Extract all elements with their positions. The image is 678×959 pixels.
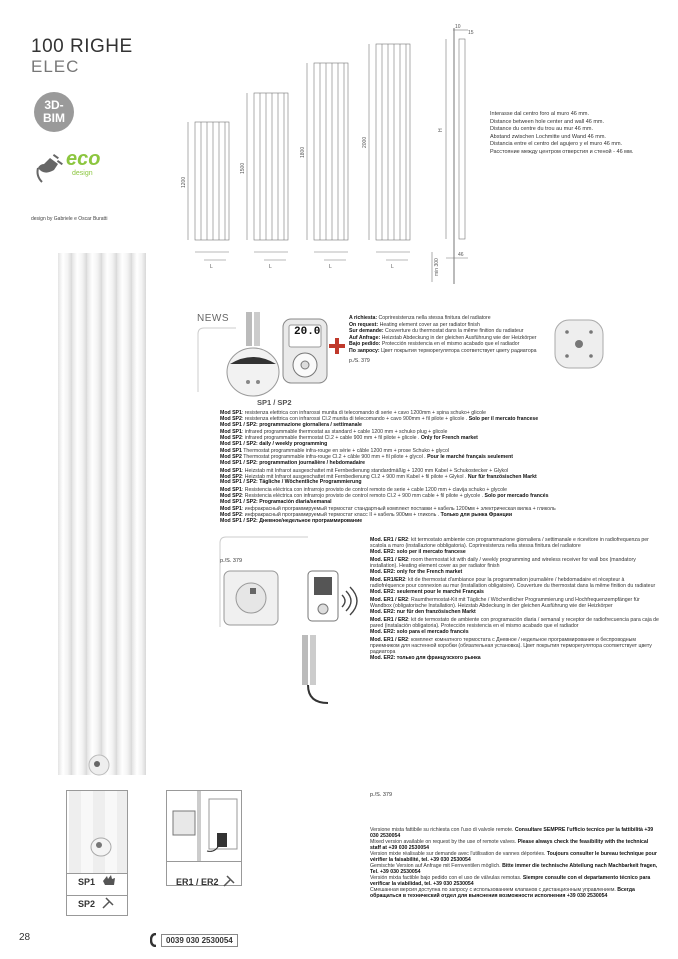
- technical-drawing: [176, 24, 486, 284]
- radiator-image: [58, 253, 146, 775]
- er_mods-key: Mod. ER1 / ER2: [370, 537, 409, 543]
- er-label: ER1 / ER2: [176, 877, 219, 887]
- phone-contact[interactable]: [150, 932, 238, 948]
- sp_mods-key: Mod SP2: [220, 492, 242, 499]
- sp_mods-value: : infrared programmable thermostat Cl.2 + cable 900 mm + fil pilote + glicole .: [241, 435, 421, 442]
- er_mods-key: Mod. ER1 / ER2: [370, 617, 409, 623]
- sp_mods-value: : Heizstab mit Infrarot ausgeschattet mit Fernbedienung Cl.2 + 900 mm Kabel + fil pilote + Glykol .: [241, 473, 468, 480]
- req-es-key: Bajo pedido:: [349, 341, 381, 348]
- page-number: 28: [19, 932, 31, 943]
- dim-1200: 1200: [181, 176, 187, 188]
- dim-2000: 2000: [362, 136, 368, 148]
- sp_mods-value: : resistenza elettrica con infrarossi Cl.2 munita di telecomando + cavo 900mm + fil pilote + glicole .: [241, 415, 469, 422]
- sp_mods-key: Mod SP1: [220, 506, 242, 513]
- dim-l-2: L: [269, 264, 272, 270]
- sp_mods-group: [220, 449, 590, 467]
- req-it: [349, 315, 559, 322]
- mixed-text: Version mixte réalisable sur demande avec l'utilisation de vannes déportées.: [370, 851, 547, 857]
- er_mods-line: [370, 609, 660, 615]
- bim-badge[interactable]: [34, 92, 74, 132]
- sp_mods-value: : Resistencia eléctrica con infrarrojo provisto de control remoto de serie + cable 1200 mm + clavija schuko + glycole: [241, 486, 508, 493]
- dim-l-4: L: [391, 264, 394, 270]
- er_mods-line: [370, 655, 660, 661]
- wall-bracket-icon: [553, 318, 605, 370]
- note-es: Distancia entre el centro del agujero y el muro 46 mm.: [490, 141, 623, 147]
- dim-l-1: L: [210, 264, 213, 270]
- sp_mods-key: Mod SP1: [220, 429, 242, 436]
- product-title: 100 RIGHE: [31, 36, 133, 57]
- er_mods-value: : kit de termostato de ambiente con programación diaria / semanal y receptor de radiofrecuencia para caja de pared (instalación obligatoria). Protección resistencia en el mismo acabado que el radiador: [370, 617, 659, 629]
- note-en: Distance between hole center and wall 46 mm.: [490, 118, 605, 125]
- sp_mods-market-note: Solo per il mercato francese: [468, 415, 539, 422]
- page-ref-1[interactable]: p./S. 379: [349, 357, 370, 364]
- req-es: [349, 341, 559, 348]
- er_mods-group: [370, 577, 660, 595]
- req-fr-val: Couverture du thermostat dans la même finition du radiateur: [383, 328, 524, 335]
- er_mods-line: [370, 557, 660, 569]
- er_mods-value: : комплект комнатного термостата с Дневное / недельное программирование и беспроводным приемником для настенной коробки (обязательная установка). Цвет покрытия терморегулятора соответствует цвету радиатора: [370, 637, 652, 655]
- wireless-signal-icon: [342, 587, 357, 615]
- er_mods-key: Mod. ER1/ER2: [370, 577, 406, 583]
- sp_mods-line: [220, 423, 590, 429]
- drawing-2000: [369, 44, 410, 260]
- req-fr: [349, 328, 559, 335]
- sp_mods-key: Mod SP1 / SP2: programmazione giornaliera / settimanale: [220, 421, 362, 428]
- drawing-1500: [247, 93, 288, 260]
- mixed-line: [370, 839, 660, 851]
- mixed-line: [370, 887, 660, 899]
- er_mods-line: [370, 549, 660, 555]
- mixed-contact: Siempre consulte con el departamento técnico para verificar la viabilidad, tel. +39 030 2530054: [370, 875, 651, 887]
- sp_mods-value: : инфракрасный программируемый термостат класс II + кабель 900мм + гликоль .: [241, 512, 441, 518]
- product-subtitle: ELEC: [31, 57, 80, 76]
- tools-icon: [101, 896, 115, 910]
- er_mods-key: Mod. ER2: only for the French market: [370, 569, 463, 575]
- sp-caption: SP1 / SP2: [257, 398, 292, 407]
- sp_mods-group: [220, 469, 590, 487]
- er-models-block: [370, 537, 660, 663]
- er_mods-value: : kit de thermostat d'ambiance pour la programmation journalière / hebdomadaire et récepteur à radiofréquence pour connexion au mur (installation obligatoire). Couverture du thermostat dans la même finition du radiateur: [370, 577, 656, 589]
- news-label: NEWS: [197, 313, 229, 324]
- drawing-1800: [307, 63, 348, 260]
- er_mods-value: : room thermostat kit with daily / weekly programming and wireless receiver for wall box (mandatory installation). Heating element cover as per radiator finish: [370, 557, 636, 569]
- sp_mods-market-note: Только для рынка Франции: [440, 512, 513, 518]
- on-request-block: [349, 315, 559, 364]
- eco-design-logo: [34, 146, 114, 186]
- er_mods-key: Mod. ER2: только для французского рынка: [370, 655, 481, 661]
- sp_mods-key: Mod SP2: [220, 454, 242, 461]
- eco-logo-text: eco: [66, 148, 101, 170]
- req-de-key: Auf Anfrage:: [349, 334, 381, 341]
- er_mods-value: : Raumthermostat-Kit mit Tägliche / Wöchentlicher Programmierung und Hochfrequenzempfänger für Wandbox (obligatorische Installation). Heizstab Abdeckung in der gleichen Ausführung wie der Heizkörper: [370, 597, 640, 609]
- heating-element-icon: [224, 312, 282, 398]
- sp_mods-market-note: Solo por mercado francés: [484, 492, 549, 499]
- req-de-val: Heizstab Abdeckung in der gleichen Ausführung wie der Heizkörper: [380, 334, 537, 341]
- sp_mods-value: Thermostat programmable infra-rouge Cl.2 + câble 900 mm + fil pilote + glycol .: [241, 454, 428, 461]
- er-install-thumb: [167, 791, 241, 861]
- sp_mods-key: Mod SP1 / SP2: programmation journalière / hebdomadaire: [220, 460, 365, 467]
- drawing-1200: [188, 122, 229, 260]
- er-option-box: [166, 790, 242, 886]
- dim-10: 10: [455, 24, 461, 30]
- er_mods-line: [370, 589, 660, 595]
- hand-icon: [101, 873, 117, 887]
- page-ref-2[interactable]: p./S. 379: [220, 558, 243, 564]
- eco-logo-sub: design: [72, 170, 93, 177]
- page-ref-3[interactable]: p./S. 379: [370, 792, 393, 798]
- er_mods-key: Mod. ER2: seulement pour le marché Français: [370, 589, 484, 595]
- er_mods-line: [370, 637, 660, 655]
- sp_mods-group: [220, 430, 590, 448]
- er_mods-line: [370, 629, 660, 635]
- er_mods-key: Mod. ER1 / ER2: [370, 557, 409, 563]
- sp_mods-group: [220, 507, 590, 525]
- er_mods-line: [370, 537, 660, 549]
- er_mods-line: [370, 617, 660, 629]
- dim-46: 46: [458, 252, 464, 258]
- sp_mods-market-note: Only for French market: [420, 435, 478, 442]
- er_mods-key: Mod. ER2: solo per il mercato francese: [370, 549, 466, 555]
- dim-min300: min 300: [434, 258, 440, 276]
- note-fr: Distance du centre du trou au mur 46 mm.: [490, 126, 594, 132]
- sp_mods-key: Mod SP1: [220, 410, 242, 416]
- note-de: Abstand zwischen Lochmitte und Wand 46 mm.: [490, 133, 606, 140]
- sp_mods-value: : инфракрасный программируемый термостат стандартный комплект поставки + кабель 1200мм + электрическая вилка + гликоль: [241, 506, 556, 513]
- mixed-text: Versione mista fattibile su richiesta con l'uso di valvole remote.: [370, 827, 515, 833]
- mixed-text: Gemischte Version auf Anfrage mit Fernventilen möglich.: [370, 863, 503, 869]
- mixed-contact: Toujours consulter le bureau technique pour vérifier la faisabilité, tel. +39 030 2530054: [370, 851, 657, 863]
- mixed-text: Mixed version available on request by the use of remote valves.: [370, 839, 518, 845]
- bim-badge-line2: BIM: [43, 111, 65, 125]
- mixed-contact: Please always check the feasibility with the technical staff at +39 030 2530054: [370, 839, 649, 851]
- sp_mods-value: : Resistencia eléctrica con infrarrojo provisto de control remoto Cl.2 + 900 mm cable + fil pilote + glycole .: [241, 492, 485, 499]
- er_mods-key: Mod. ER2: solo para el mercado francés: [370, 629, 469, 635]
- sp2-label: SP2: [78, 899, 96, 909]
- er_mods-key: Mod. ER1 / ER2: [370, 637, 409, 643]
- er-kit-image: [218, 535, 368, 705]
- sp_mods-key: Mod SP2: [220, 512, 242, 518]
- remote-display: 20.0: [294, 326, 321, 338]
- note-it: Interasse dal centro foro al muro 46 mm.: [490, 111, 590, 117]
- mixed-version-block: [370, 827, 660, 899]
- req-en-val: Heating element cover as per radiator finish: [378, 321, 480, 328]
- sp_mods-line: [220, 500, 590, 506]
- sp-option-box: [66, 790, 128, 916]
- sp_mods-line: [220, 442, 590, 448]
- sp_mods-group: [220, 411, 590, 429]
- sp_mods-key: Mod SP1: [220, 467, 242, 474]
- mixed-contact: Всегда обращаться в технический отдел для выяснения возможности исполнения +39 030 2530054: [370, 887, 635, 899]
- mixed-text: Versión mixta factible bajo pedido con el uso de válvulas remotas.: [370, 875, 523, 881]
- sp_mods-market-note: Pour le marché français seulement: [427, 454, 513, 461]
- er_mods-line: [370, 577, 660, 589]
- mixed-line: [370, 875, 660, 887]
- dim-h: H: [438, 128, 444, 132]
- hole-distance-note: [490, 111, 670, 156]
- sp_mods-line: [220, 480, 590, 486]
- dim-15: 15: [468, 30, 474, 36]
- dim-l-3: L: [329, 264, 332, 270]
- er_mods-group: [370, 557, 660, 575]
- sp_mods-key: Mod SP2: [220, 435, 242, 442]
- mixed-line: [370, 863, 660, 875]
- sp_mods-key: Mod SP1 / SP2: Дневное/недельное программирование: [220, 517, 363, 524]
- er_mods-value: : kit termostato ambiente con programmazione giornaliera / settimanale e ricevitore in radiofrequenza per scatola a muro (installazione obbligatoria). Copriresistenza nella stessa finitura del radiatore: [370, 537, 649, 549]
- thermostat-head-icon: [88, 752, 110, 776]
- req-ru: [349, 348, 559, 355]
- er_mods-key: Mod. ER2: nur für den französischen Markt: [370, 609, 476, 615]
- req-de: [349, 335, 559, 342]
- req-it-key: A richiesta:: [349, 315, 378, 321]
- sp_mods-value: : infrared programmable thermostat as standard + cable 1200 mm + schuko plug + glicole: [241, 429, 448, 436]
- sp_mods-value: : Heizstab mit Infrarot ausgeschattet mit Fernbedienung standardmäßig + 1200 mm Kabel + Schukostecker + Glykol: [241, 467, 509, 474]
- sp_mods-group: [220, 488, 590, 506]
- dim-1800: 1800: [300, 146, 306, 158]
- phone-number[interactable]: 0039 030 2530054: [161, 934, 238, 947]
- tools-icon-er: [222, 874, 236, 888]
- sp_mods-key: Mod SP1 / SP2: daily / weekly programming: [220, 441, 328, 448]
- sp_mods-line: [220, 461, 590, 467]
- req-fr-key: Sur demande:: [349, 328, 384, 335]
- er_mods-key: Mod. ER1 / ER2: [370, 597, 409, 603]
- er_mods-group: [370, 597, 660, 615]
- er_mods-line: [370, 569, 660, 575]
- bim-badge-line1: 3D-: [44, 98, 64, 112]
- sp_mods-market-note: Nur für französischen Markt: [467, 473, 537, 480]
- mixed-text: Смешанная версия доступна по запросу с использованием клапанов с дистанционным управлением.: [370, 887, 618, 893]
- phone-icon: [150, 933, 158, 947]
- mixed-contact: Consultare SEMPRE l'ufficio tecnico per la fattibilità +39 030 2530054: [370, 827, 654, 839]
- req-es-val: Protección resistencia en el mismo acabado que el radiador: [380, 341, 520, 348]
- sp_mods-value: Thermostat programmable infra-rouge en série + câble 1200 mm + prose Schuko + glycol: [241, 448, 449, 455]
- sp-radiator-thumb: [67, 791, 127, 873]
- mixed-line: [370, 851, 660, 863]
- sp-models-block: [220, 411, 590, 526]
- req-ru-val: Цвет покрытия терморегулятора соответствует цвету радиатора: [379, 347, 537, 354]
- er_mods-group: [370, 537, 660, 555]
- designer-credit: design by Gabriele e Oscar Buratti: [31, 216, 108, 222]
- req-en: [349, 322, 559, 329]
- er_mods-line: [370, 597, 660, 609]
- req-en-key: On request:: [349, 321, 379, 328]
- sp_mods-key: Mod SP2: [220, 415, 242, 422]
- req-it-val: Copriresistenza nella stessa finitura del radiatore: [377, 315, 491, 321]
- mixed-line: [370, 827, 660, 839]
- req-ru-key: По запросу:: [349, 347, 380, 354]
- er_mods-group: [370, 617, 660, 635]
- note-ru: Расстояние между центром отверстия и стеной - 46 мм.: [490, 148, 634, 155]
- drawing-side-view: [432, 28, 468, 284]
- sp_mods-key: Mod SP2: [220, 473, 242, 480]
- sp_mods-key: Mod SP1: [220, 448, 242, 455]
- mixed-contact: Bitte immer die technische Abteilung nach Machbarkeit fragen, Tel. +39 030 2530054: [370, 863, 658, 875]
- sp1-label: SP1: [78, 877, 96, 887]
- er_mods-group: [370, 637, 660, 661]
- sp_mods-key: Mod SP1 / SP2: Tägliche / Wöchentliche Programmierung: [220, 479, 362, 486]
- sp_mods-line: [220, 519, 590, 525]
- sp_mods-key: Mod SP1: [220, 486, 242, 493]
- sp_mods-key: Mod SP1 / SP2: Programación diaria/semanal: [220, 498, 332, 505]
- plus-icon: [329, 338, 345, 354]
- dim-1500: 1500: [240, 162, 246, 174]
- sp_mods-value: : resistenza elettrica con infrarossi munita di telecomando di serie + cavo 1200mm + spina schuko+ glicole: [241, 410, 486, 416]
